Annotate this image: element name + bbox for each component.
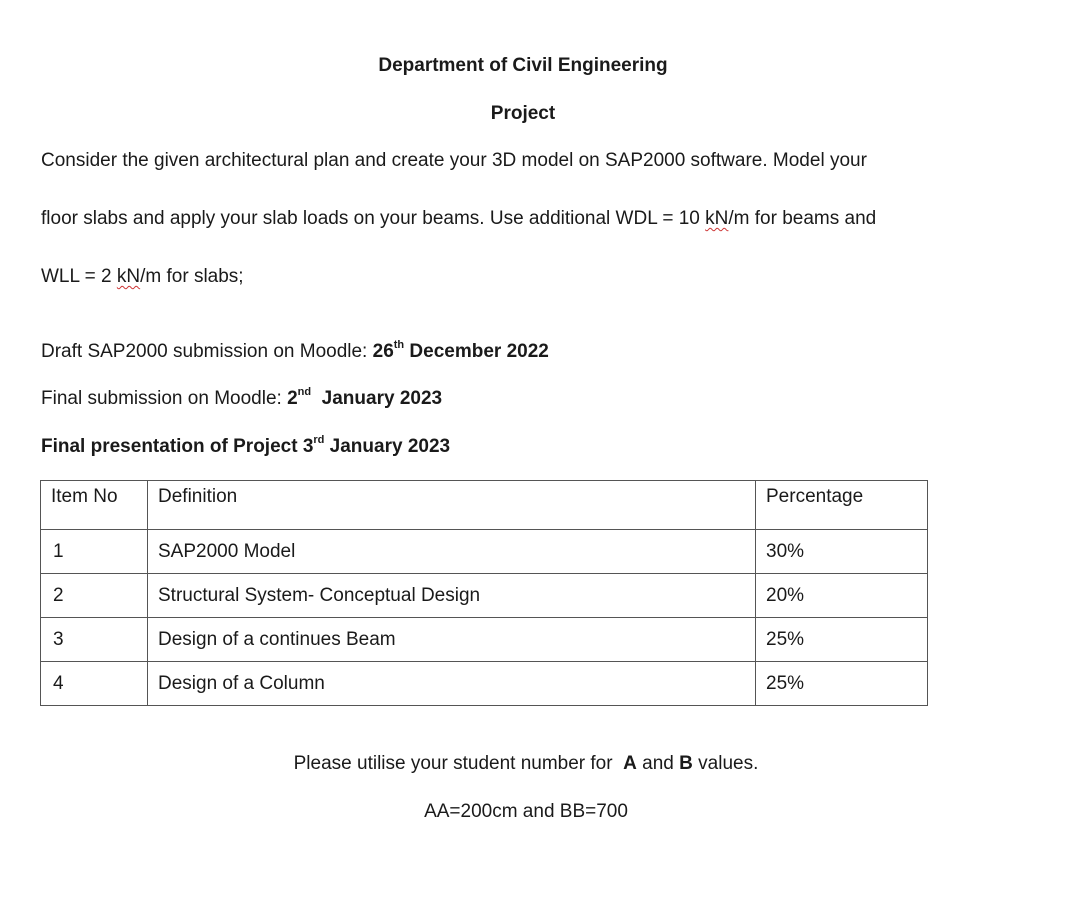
intro-text: Consider the given architectural plan and create your 3D model on SAP2000 software. Model your (41, 150, 867, 171)
grading-table (40, 480, 928, 706)
deadline-label: Final presentation of Project 3 (41, 436, 314, 457)
table-row (41, 618, 928, 662)
ordinal-suffix: nd (297, 385, 312, 398)
deadline-day: 2 (287, 388, 298, 409)
student-number-note (0, 753, 1052, 775)
percentage-cell: 25% (756, 662, 928, 706)
values-note: AA=200cm and BB=700 (424, 801, 628, 822)
table-row (41, 530, 928, 574)
intro-text: floor slabs and apply your slab loads on your beams. Use additional WDL = 10 (41, 208, 706, 229)
intro-line-3 (41, 266, 244, 288)
intro-text: /m for beams and (728, 208, 877, 229)
item-number-cell: 1 (41, 530, 148, 574)
intro-text: /m for slabs; (140, 266, 244, 287)
deadline-date: January 2023 (324, 436, 451, 457)
final-deadline (41, 385, 443, 410)
unit-text: kN (116, 266, 141, 287)
intro-line-1 (41, 150, 867, 172)
note-text: values. (692, 753, 759, 774)
document-title: Department of Civil Engineering (378, 55, 668, 76)
note-text: and (636, 753, 680, 774)
deadline-date: January 2023 (311, 388, 443, 409)
item-number-cell: 4 (41, 662, 148, 706)
deadline-label: Draft SAP2000 submission on Moodle: (41, 341, 373, 362)
variable-a: A (623, 753, 637, 774)
item-number-cell: 3 (41, 618, 148, 662)
percentage-cell: 30% (756, 530, 928, 574)
table-row (41, 574, 928, 618)
ordinal-suffix: rd (313, 433, 325, 446)
percentage-cell: 25% (756, 618, 928, 662)
column-header-definition: Definition (148, 481, 756, 530)
ordinal-suffix: th (393, 338, 405, 351)
deadline-date: December 2022 (404, 341, 549, 362)
item-number-cell: 2 (41, 574, 148, 618)
variable-b: B (679, 753, 693, 774)
draft-deadline (41, 338, 549, 363)
intro-text: WLL = 2 (41, 266, 117, 287)
document-subtitle: Project (490, 103, 556, 124)
unit-text: kN (705, 208, 729, 229)
definition-cell: Design of a Column (148, 662, 756, 706)
note-text: Please utilise your student number for (293, 753, 624, 774)
table-header-row (41, 481, 928, 530)
definition-cell: Structural System- Conceptual Design (148, 574, 756, 618)
definition-cell: Design of a continues Beam (148, 618, 756, 662)
presentation-deadline (41, 433, 451, 458)
table-row (41, 662, 928, 706)
column-header-item-no: Item No (41, 481, 148, 530)
intro-line-2 (41, 208, 876, 230)
column-header-percentage: Percentage (756, 481, 928, 530)
definition-cell: SAP2000 Model (148, 530, 756, 574)
deadline-day: 26 (372, 341, 394, 362)
percentage-cell: 20% (756, 574, 928, 618)
deadline-label: Final submission on Moodle: (41, 388, 288, 409)
